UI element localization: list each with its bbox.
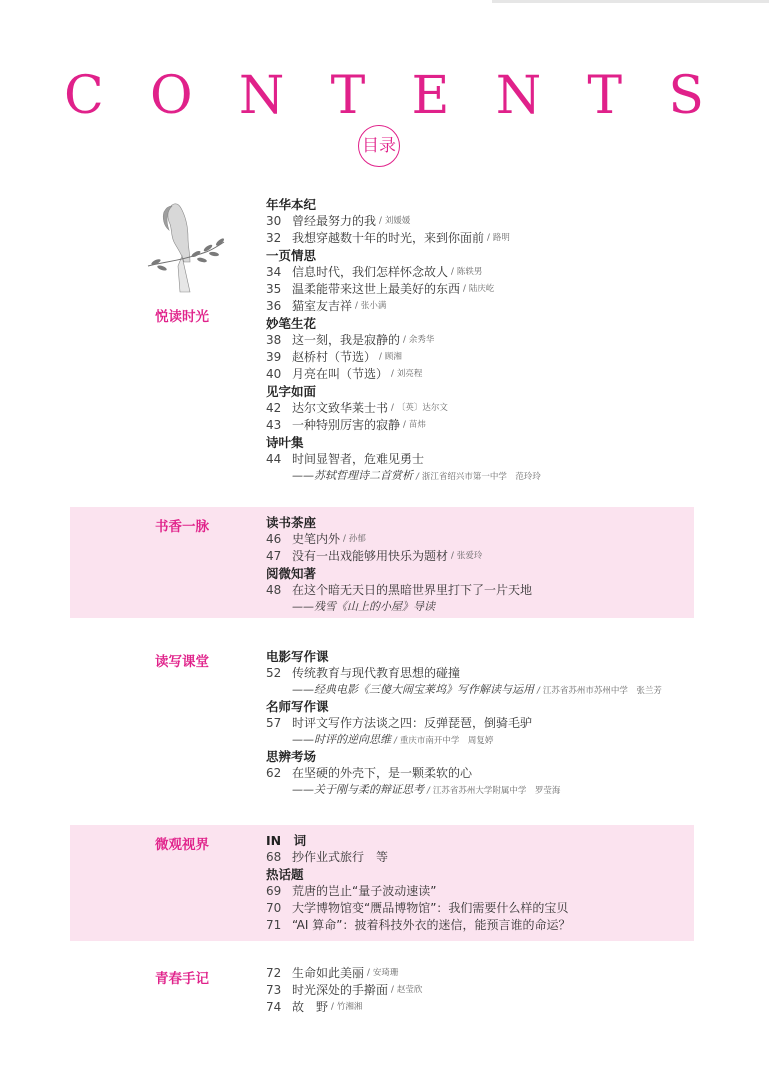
entry-author: 陈轶男 [456,267,483,277]
entry-author: 安琦珊 [372,968,399,978]
entry-title: 生命如此美丽 [292,966,365,980]
title-letter: E [411,66,450,126]
entry-author: 竹湘湘 [336,1002,363,1012]
page-number: 57 [266,716,282,730]
page-number: 30 [266,214,282,228]
column-heading: IN 词 [266,833,307,848]
entry-subtitle: ——苏轼哲理诗二首赏析 / 浙江省绍兴市第一中学 范玲玲 [292,469,541,482]
page-number: 47 [266,549,282,563]
entry-author: 赵莹欣 [396,985,423,995]
toc-entry[interactable]: 42 达尔文致华莱士书 / 〔英〕达尔文 [266,401,448,415]
entry-author: 刘亮程 [396,369,423,379]
entry-title: 我想穿越数十年的时光，来到你面前 [292,231,485,245]
entry-title: 曾经最努力的我 [292,214,377,228]
toc-entry[interactable] [266,765,706,782]
toc-entry[interactable]: 46 史笔内外 / 孙郁 [266,532,366,546]
page-number: 71 [266,918,282,932]
entry-title: 猫室友吉祥 [292,299,353,313]
entry-author: 孙郁 [348,534,366,544]
entry-author: 〔英〕达尔文 [396,403,448,413]
entry-title: 在坚硬的外壳下，是一颗柔软的心 [292,766,473,780]
page-number: 72 [266,966,282,980]
toc-entry[interactable] [266,451,706,468]
toc-entry[interactable] [266,582,706,599]
title-letter: O [150,66,193,126]
entry-author: 江苏省苏州大学附属中学 罗莹海 [432,786,561,796]
toc-entry[interactable]: 36 猫室友吉祥 / 张小满 [266,299,387,313]
entry-title: “AI 算命”：披着科技外衣的迷信，能预言谁的命运？ [292,918,571,932]
toc-entry[interactable] [266,849,706,866]
entry-author: 张小满 [360,301,387,311]
entry-title: 温柔能带来这世上最美好的东西 [292,282,461,296]
title-letter: T [330,66,366,126]
column-heading: 思辨考场 [266,749,317,764]
toc-entry[interactable]: 74 故 野 / 竹湘湘 [266,1000,363,1014]
column-heading: 见字如面 [266,384,317,399]
page-number: 39 [266,350,282,364]
entry-title: 达尔文致华莱士书 [292,401,389,415]
page-number: 73 [266,983,282,997]
title-letter: C [64,66,104,126]
column-heading: 名师写作课 [266,699,329,714]
toc-entry[interactable]: 73 时光深处的手擀面 / 赵莹欣 [266,983,423,997]
toc-entry[interactable] [266,883,706,900]
page-number: 46 [266,532,282,546]
column-heading: 读书茶座 [266,515,317,530]
entry-title: 时光深处的手擀面 [292,983,389,997]
toc-entry[interactable]: 30 曾经最努力的我 / 刘媛媛 [266,214,411,228]
page-number: 68 [266,850,282,864]
toc-entry[interactable]: 38 这一刻，我是寂静的 / 余秀华 [266,333,435,347]
toc-entry[interactable]: 34 信息时代，我们怎样怀念故人 / 陈轶男 [266,265,483,279]
entry-title: 没有一出戏能够用快乐为题材 [292,549,449,563]
page-number: 62 [266,766,282,780]
entry-author: 余秀华 [408,335,435,345]
section-label: 悦读时光 [155,309,209,325]
entry-subtitle: ——关于刚与柔的辩证思考 / 江苏省苏州大学附属中学 罗莹海 [292,783,561,796]
contents-title [64,66,704,126]
entry-author: 江苏省苏州市苏州中学 张兰芳 [542,686,662,696]
toc-entry[interactable]: 47 没有一出戏能够用快乐为题材 / 张爱玲 [266,549,483,563]
page-number: 40 [266,367,282,381]
toc-entry[interactable]: 43 一种特别厉害的寂静 / 苗炜 [266,418,426,432]
page-number: 36 [266,299,282,313]
section-entries [266,832,706,934]
entry-title: 故 野 [292,1000,329,1014]
entry-title: 时评文写作方法谈之四：反弹琵琶，倒骑毛驴 [292,716,533,730]
section-label: 微观视界 [155,837,209,853]
entry-author: 重庆市南开中学 周复婷 [399,736,494,746]
title-letter: N [238,66,285,126]
page-number: 44 [266,452,282,466]
top-edge-bar [492,0,769,3]
page-number: 52 [266,666,282,680]
section-label: 青春手记 [155,971,209,987]
entry-title: 抄作业式旅行 等 [292,850,389,864]
entry-author: 张爱玲 [456,551,483,561]
section-label: 书香一脉 [155,519,209,535]
column-heading: 诗叶集 [266,435,304,450]
title-letter: T [587,66,623,126]
entry-subtitle: ——残雪《山上的小屋》导读 [292,600,435,613]
girl-olive-branch-illustration [144,196,228,296]
entry-title: 在这个暗无天日的黑暗世界里打下了一片天地 [292,583,533,597]
title-letter: S [668,66,704,126]
entry-subtitle: ——时评的逆向思维 / 重庆市南开中学 周复婷 [292,733,494,746]
entry-title: 荒唐的岂止“量子波动速读” [292,884,437,898]
page-number: 70 [266,901,282,915]
toc-entry[interactable] [266,665,706,682]
page-number: 69 [266,884,282,898]
entry-title: 传统教育与现代教育思想的碰撞 [292,666,461,680]
entry-author: 浙江省绍兴市第一中学 范玲玲 [421,472,541,482]
toc-entry[interactable] [266,715,706,732]
toc-entry[interactable]: 40 月亮在叫（节选） / 刘亮程 [266,367,423,381]
page-number: 34 [266,265,282,279]
page-number: 42 [266,401,282,415]
column-heading: 年华本纪 [266,197,317,212]
entry-title: 大学博物馆变“赝品博物馆”：我们需要什么样的宝贝 [292,901,569,915]
page-number: 38 [266,333,282,347]
toc-entry[interactable] [266,900,706,917]
entry-title: 史笔内外 [292,532,341,546]
toc-entry[interactable]: 39 赵桥村（节选） / 顾湘 [266,350,402,364]
toc-entry[interactable]: 72 生命如此美丽 / 安琦珊 [266,966,399,980]
entry-title: 信息时代，我们怎样怀念故人 [292,265,449,279]
page-number: 74 [266,1000,282,1014]
entry-title: 一种特别厉害的寂静 [292,418,401,432]
title-letter: N [495,66,542,126]
entry-author: 苗炜 [408,420,426,430]
entry-title: 时间显智者，危难见勇士 [292,452,425,466]
entry-subtitle: ——经典电影《三傻大闹宝莱坞》写作解读与运用 / 江苏省苏州市苏州中学 张兰芳 [292,683,662,696]
column-heading: 妙笔生花 [266,316,317,331]
entry-author: 刘媛媛 [384,216,411,226]
entry-title: 这一刻，我是寂静的 [292,333,401,347]
section-label: 读写课堂 [155,654,209,670]
section-entries [266,196,706,484]
page-number: 32 [266,231,282,245]
column-heading: 阅微知著 [266,566,317,581]
entry-author: 路明 [492,233,510,243]
section-entries [266,965,706,1016]
column-heading: 热话题 [266,867,304,882]
column-heading: 电影写作课 [266,649,329,664]
section-entries [266,648,706,798]
toc-entry[interactable]: 35 温柔能带来这世上最美好的东西 / 陆庆屹 [266,282,495,296]
entry-title: 赵桥村（节选） [292,350,377,364]
mulu-badge: 目录 [358,125,400,167]
toc-entry[interactable]: 32 我想穿越数十年的时光，来到你面前 / 路明 [266,231,510,245]
entry-author: 陆庆屹 [468,284,495,294]
column-heading: 一页情思 [266,248,317,263]
page-number: 35 [266,282,282,296]
entry-title: 月亮在叫（节选） [292,367,389,381]
section-entries [266,514,706,615]
page-number: 43 [266,418,282,432]
page-number: 48 [266,583,282,597]
toc-entry[interactable] [266,917,706,934]
entry-author: 顾湘 [384,352,402,362]
